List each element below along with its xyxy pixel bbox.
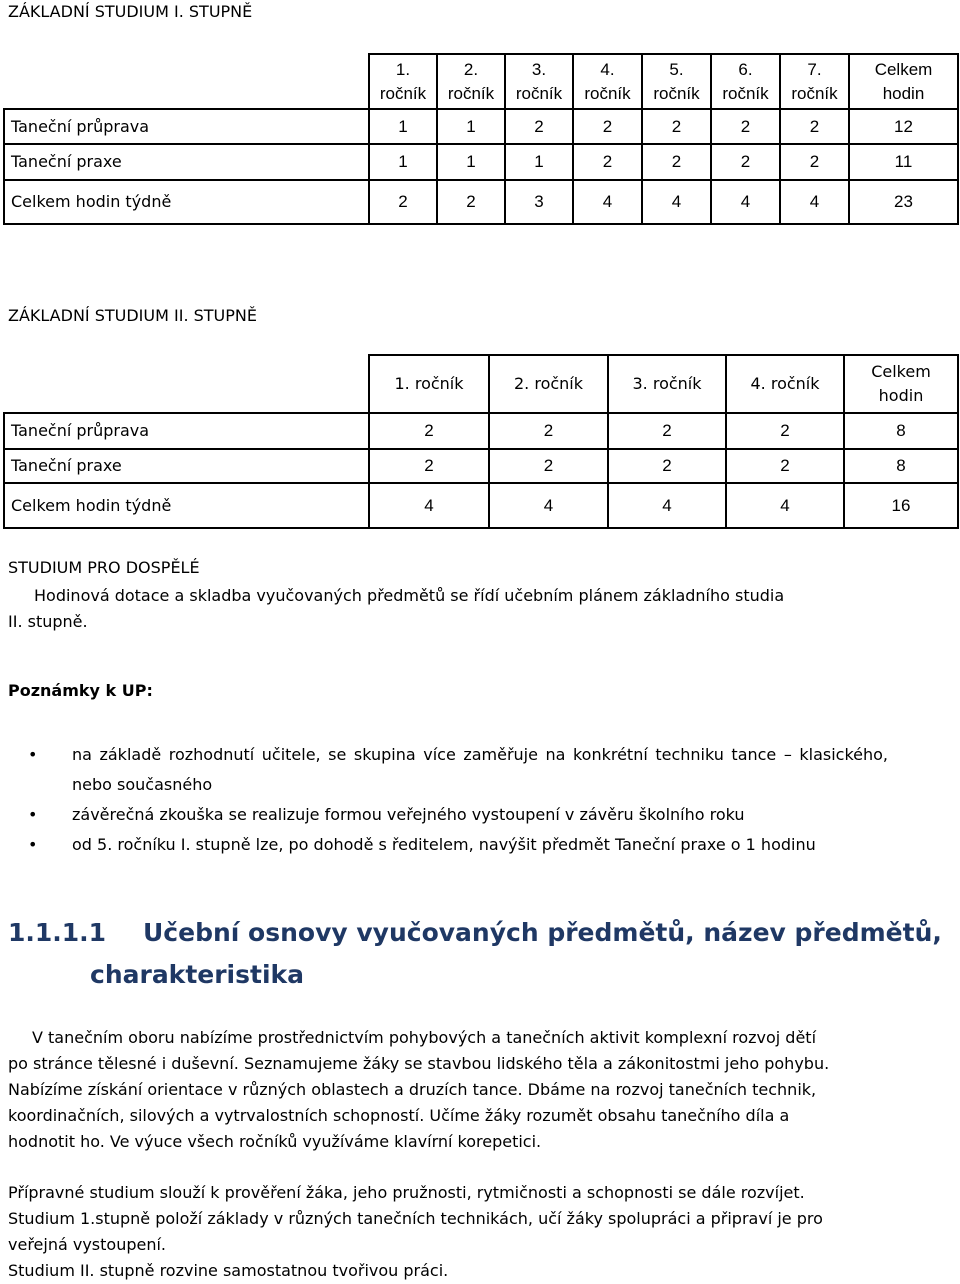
table-cell: 2 <box>642 109 711 144</box>
notes-title: Poznámky k UP: <box>8 681 153 700</box>
table-cell: 2 <box>780 144 849 180</box>
table-cell: 1 <box>369 109 437 144</box>
row-label: Taneční praxe <box>4 144 369 180</box>
table-cell: 2 <box>711 144 780 180</box>
section-title-continued: charakteristika <box>90 960 305 989</box>
adult-text <box>8 583 948 635</box>
col-header-7: 7. ročník <box>780 54 849 109</box>
table-cell: 3 <box>505 180 573 224</box>
table-cell: 2 <box>780 109 849 144</box>
col-header-total: Celkem hodin <box>849 54 958 109</box>
paragraph-dance-field <box>8 1025 948 1155</box>
table-cell: 8 <box>844 413 958 449</box>
table-cell: 11 <box>849 144 958 180</box>
table-cell: 2 <box>726 449 844 483</box>
bullet-icon: • <box>28 745 38 764</box>
list-item: • závěrečná zkouška se realizuje formou veřejného vystoupení v závěru školního roku <box>28 800 888 830</box>
table-cell: 4 <box>608 483 726 528</box>
table-cell: 16 <box>844 483 958 528</box>
paragraph-study-levels <box>8 1180 948 1284</box>
table-row <box>4 180 958 224</box>
col-header-2: 2. ročník <box>437 54 505 109</box>
row-label: Celkem hodin týdně <box>4 180 369 224</box>
table-cell: 2 <box>489 413 608 449</box>
row-label: Celkem hodin týdně <box>4 483 369 528</box>
table-cell: 4 <box>726 483 844 528</box>
paragraph-line: Studium II. stupně rozvine samostatnou tvořivou práci. <box>8 1261 449 1280</box>
table1-heading: ZÁKLADNÍ STUDIUM I. STUPNĚ <box>8 2 253 21</box>
row-label: Taneční průprava <box>4 413 369 449</box>
table-cell: 4 <box>573 180 642 224</box>
bullet-icon: • <box>28 805 38 824</box>
table-cell: 2 <box>505 109 573 144</box>
table-cell: 2 <box>437 180 505 224</box>
section-number: 1.1.1.1 <box>8 918 107 947</box>
col-header-2: 2. ročník <box>489 355 608 413</box>
table-row <box>4 449 958 483</box>
table-cell: 2 <box>573 144 642 180</box>
table-zakladni-studium-1 <box>3 53 959 225</box>
table-corner <box>4 54 369 109</box>
col-header-5: 5. ročník <box>642 54 711 109</box>
table-cell: 2 <box>642 144 711 180</box>
notes-list <box>28 740 888 860</box>
paragraph-line: V tanečním oboru nabízíme prostřednictvím pohybových a tanečních aktivit komplexní rozvoj dětí <box>32 1028 817 1047</box>
table-row <box>4 483 958 528</box>
table-cell: 2 <box>608 449 726 483</box>
list-item: • na základě rozhodnutí učitele, se skupina více zaměřuje na konkrétní techniku tance – klasického, nebo současného <box>28 740 888 800</box>
section-heading <box>8 912 942 996</box>
paragraph-line: Přípravné studium slouží k prověření žáka, jeho pružnosti, rytmičnosti a schopnosti se dále rozvíjet. <box>8 1183 805 1202</box>
col-header-4: 4. ročník <box>573 54 642 109</box>
table-cell: 1 <box>437 109 505 144</box>
table-cell: 4 <box>711 180 780 224</box>
paragraph-line: veřejná vystoupení. <box>8 1235 167 1254</box>
table-cell: 1 <box>505 144 573 180</box>
section-title: Učební osnovy vyučovaných předmětů, název předmětů, <box>143 918 942 947</box>
col-header-6: 6. ročník <box>711 54 780 109</box>
table2-heading: ZÁKLADNÍ STUDIUM II. STUPNĚ <box>8 306 257 325</box>
table-cell: 1 <box>369 144 437 180</box>
col-header-3: 3. ročník <box>505 54 573 109</box>
table-cell: 1 <box>437 144 505 180</box>
paragraph-line: Nabízíme získání orientace v různých oblastech a druzích tance. Dbáme na rozvoj tanečních technik, <box>8 1080 817 1099</box>
table-corner <box>4 355 369 413</box>
table-cell: 2 <box>369 413 489 449</box>
col-header-1: 1. ročník <box>369 54 437 109</box>
table-cell: 4 <box>780 180 849 224</box>
table-cell: 4 <box>369 483 489 528</box>
col-header-3: 3. ročník <box>608 355 726 413</box>
table-cell: 2 <box>573 109 642 144</box>
table-cell: 2 <box>489 449 608 483</box>
col-header-total: Celkem hodin <box>844 355 958 413</box>
paragraph-line: Studium 1.stupně položí základy v různých tanečních technikách, učí žáky spolupráci a připraví je pro <box>8 1209 823 1228</box>
table-zakladni-studium-2 <box>3 354 959 529</box>
table-cell: 2 <box>608 413 726 449</box>
table-cell: 23 <box>849 180 958 224</box>
paragraph-line: hodnotit ho. Ve výuce všech ročníků využíváme klavírní korepetici. <box>8 1132 542 1151</box>
adult-text-line: II. stupně. <box>8 612 88 631</box>
table-row <box>4 413 958 449</box>
col-header-1: 1. ročník <box>369 355 489 413</box>
adult-heading: STUDIUM PRO DOSPĚLÉ <box>8 558 200 577</box>
row-label: Taneční průprava <box>4 109 369 144</box>
paragraph-line: koordinačních, silových a vytrvalostních schopností. Učíme žáky rozumět obsahu tanečního díla a <box>8 1106 790 1125</box>
table-cell: 2 <box>369 180 437 224</box>
list-item: • od 5. ročníku I. stupně lze, po dohodě s ředitelem, navýšit předmět Taneční praxe o 1 hodinu <box>28 830 888 860</box>
paragraph-line: po stránce tělesné i duševní. Seznamujeme žáky se stavbou lidského těla a zákonitostmi jeho pohybu. <box>8 1054 830 1073</box>
col-header-4: 4. ročník <box>726 355 844 413</box>
table-cell: 4 <box>489 483 608 528</box>
table-cell: 4 <box>642 180 711 224</box>
table-cell: 8 <box>844 449 958 483</box>
table-row <box>4 109 958 144</box>
bullet-icon: • <box>28 835 38 854</box>
table-row <box>4 144 958 180</box>
table-cell: 2 <box>711 109 780 144</box>
table-cell: 2 <box>369 449 489 483</box>
adult-text-line: Hodinová dotace a skladba vyučovaných předmětů se řídí učebním plánem základního studia <box>34 586 785 605</box>
row-label: Taneční praxe <box>4 449 369 483</box>
table-cell: 2 <box>726 413 844 449</box>
table-cell: 12 <box>849 109 958 144</box>
